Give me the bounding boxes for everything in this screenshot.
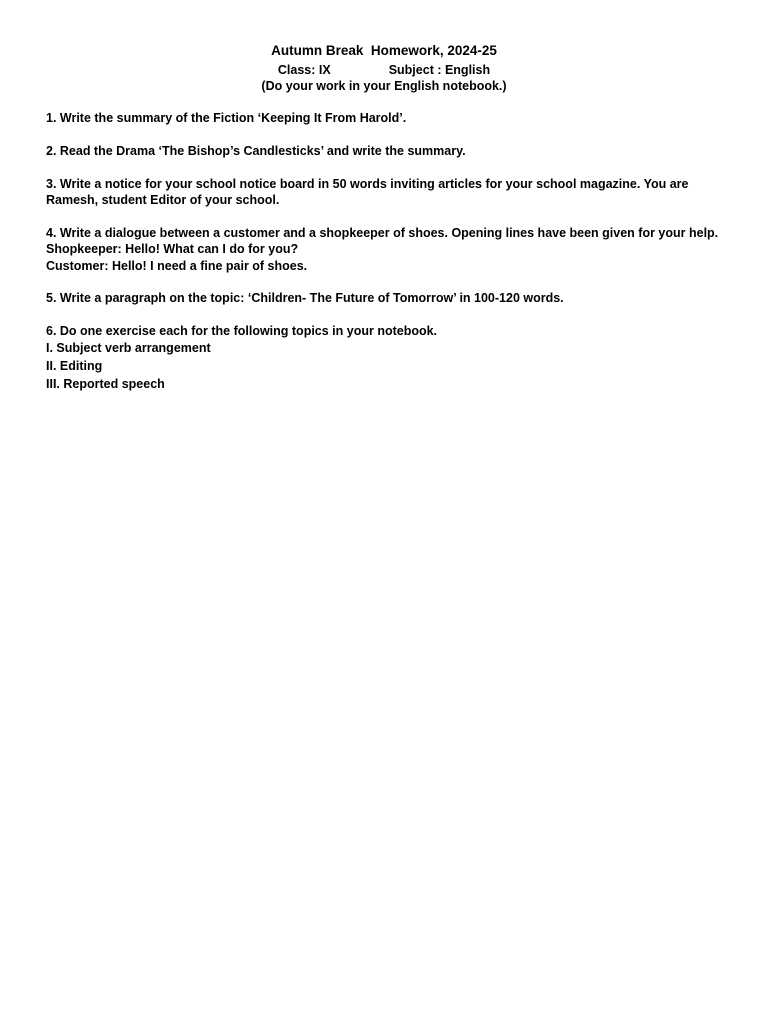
document-title: Autumn Break Homework, 2024-25 bbox=[271, 43, 497, 58]
question-4-customer-line: Customer: Hello! I need a fine pair of shoes. bbox=[46, 259, 308, 273]
question-6-topic: I. Subject verb arrangement bbox=[46, 341, 211, 355]
question-3-line-1: 3. Write a notice for your school notice board in 50 words inviting articles for your school magazine. You are bbox=[46, 177, 689, 191]
question-4: 4. Write a dialogue between a customer and a shopkeeper of shoes. Opening lines have been given for your help. bbox=[46, 226, 719, 240]
subject-label: Subject : English bbox=[388, 63, 491, 77]
question-5: 5. Write a paragraph on the topic: ‘Children- The Future of Tomorrow’ in 100-120 words. bbox=[46, 291, 564, 305]
question-1: 1. Write the summary of the Fiction ‘Keeping It From Harold’. bbox=[46, 111, 407, 125]
question-2: 2. Read the Drama ‘The Bishop’s Candlesticks’ and write the summary. bbox=[46, 144, 466, 158]
class-subject-line bbox=[0, 62, 768, 78]
question-3-line-2: Ramesh, student Editor of your school. bbox=[46, 193, 280, 207]
question-6-topic: II. Editing bbox=[46, 359, 103, 373]
class-label: Class: IX bbox=[277, 63, 331, 77]
question-4-shopkeeper-line: Shopkeeper: Hello! What can I do for you? bbox=[46, 242, 299, 256]
instruction-note: (Do your work in your English notebook.) bbox=[261, 79, 507, 93]
question-6-topic: III. Reported speech bbox=[46, 377, 165, 391]
question-6: 6. Do one exercise each for the following topics in your notebook. bbox=[46, 324, 438, 338]
